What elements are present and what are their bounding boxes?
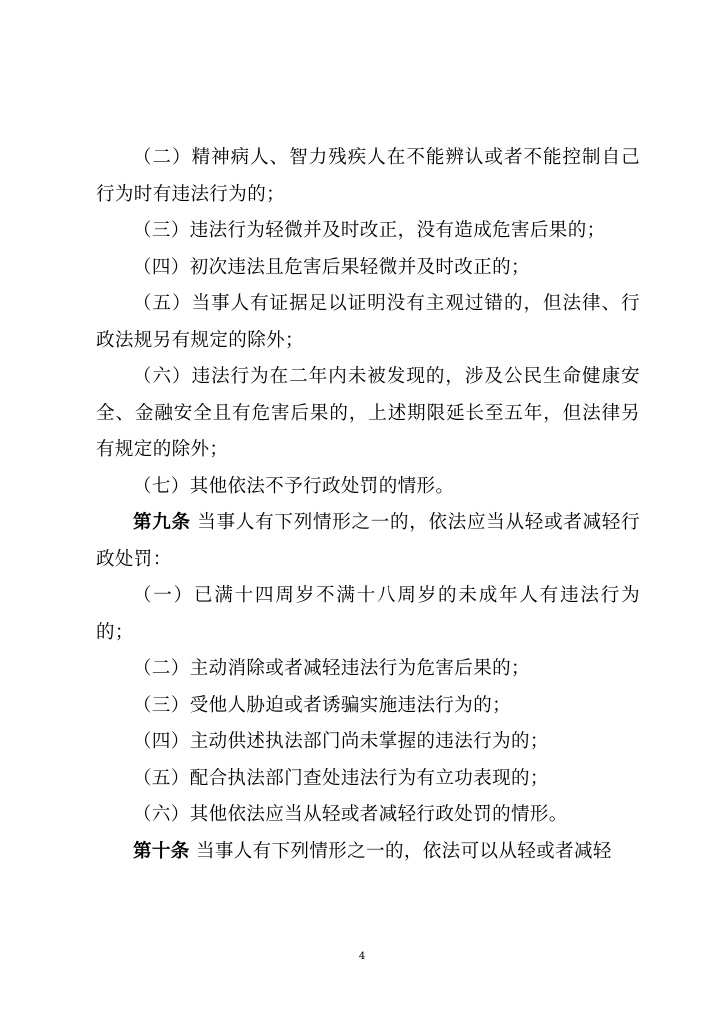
article-paragraph xyxy=(96,505,640,578)
paragraph xyxy=(96,359,640,469)
paragraph xyxy=(96,724,640,761)
paragraph xyxy=(96,651,640,688)
paragraph-text: （三）受他人胁迫或者诱骗实施违法行为的； xyxy=(133,694,512,716)
paragraph-text: （二）主动消除或者减轻违法行为危害后果的； xyxy=(133,658,530,679)
article-title: 第十条 xyxy=(133,840,190,862)
paragraph-text: （三）违法行为轻微并及时改正，没有造成危害后果的； xyxy=(133,220,606,241)
paragraph xyxy=(96,469,640,506)
paragraph-text: （五）配合执法部门查处违法行为有立功表现的； xyxy=(133,767,549,789)
paragraph xyxy=(96,250,640,287)
paragraph xyxy=(96,797,640,834)
paragraph-text: （二）精神病人、智力残疾人在不能辨认或者不能控制自己行为时有违法行为的； xyxy=(96,147,640,205)
paragraph xyxy=(96,140,640,213)
paragraph xyxy=(96,213,640,250)
paragraph-text: （五）当事人有证据足以证明没有主观过错的，但法律、行政法规另有规定的除外； xyxy=(96,293,640,351)
article-paragraph xyxy=(96,834,640,871)
paragraph xyxy=(96,286,640,359)
paragraph xyxy=(96,578,640,651)
paragraph-text: （七）其他依法不予行政处罚的情形。 xyxy=(133,475,455,497)
paragraph-text: （六）违法行为在二年内未被发现的，涉及公民生命健康安全、金融安全且有危害后果的，上述期限延长至五年，但法律另有规定的除外； xyxy=(96,366,640,460)
paragraph-text: （四）主动供述执法部门尚未掌握的违法行为的； xyxy=(133,731,549,752)
paragraph xyxy=(96,688,640,725)
document-body xyxy=(96,140,640,870)
paragraph-text: （四）初次违法且危害后果轻微并及时改正的； xyxy=(133,256,530,278)
paragraph xyxy=(96,761,640,798)
paragraph-text: （六）其他依法应当从轻或者减轻行政处罚的情形。 xyxy=(133,804,568,825)
article-title: 第九条 xyxy=(133,512,191,533)
paragraph-text: 当事人有下列情形之一的，依法应当从轻或者减轻行政处罚： xyxy=(96,512,641,570)
paragraph-text: 当事人有下列情形之一的，依法可以从轻或者减轻 xyxy=(189,840,612,862)
page-number: 4 xyxy=(358,951,366,962)
paragraph-text: （一）已满十四周岁不满十八周岁的未成年人有违法行为的； xyxy=(96,585,640,643)
